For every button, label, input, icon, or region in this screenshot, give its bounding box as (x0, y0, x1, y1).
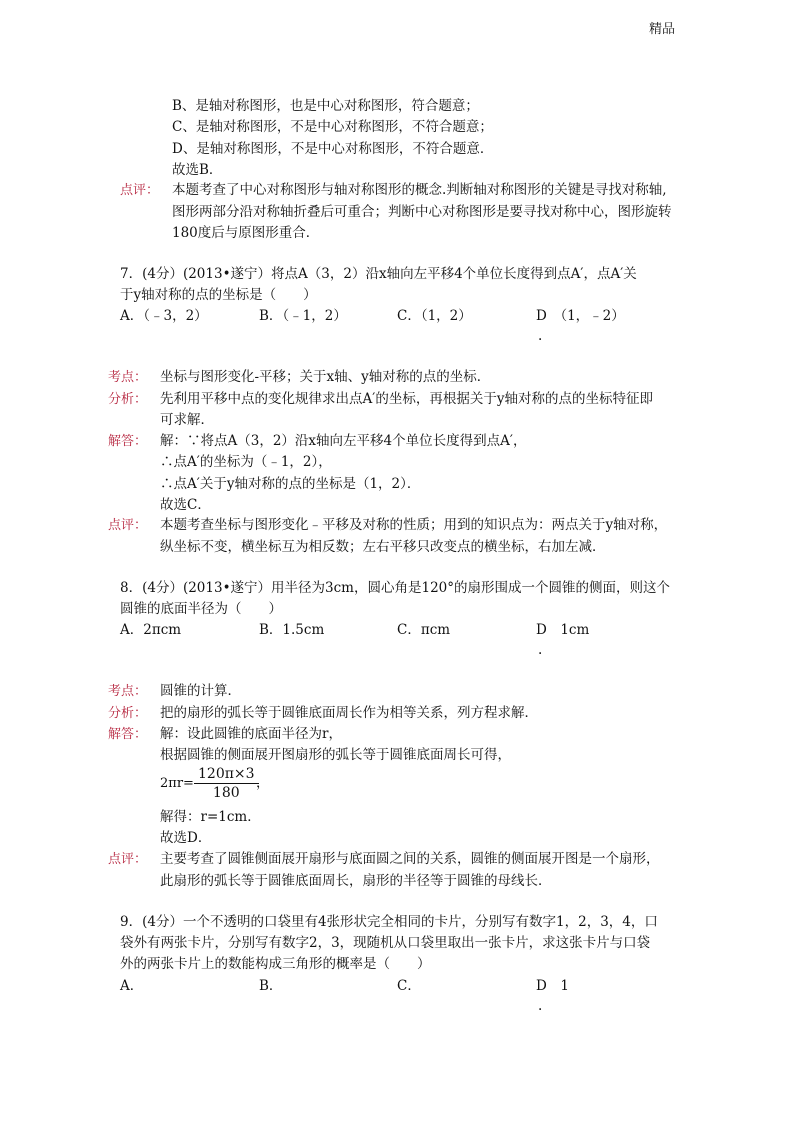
q8-option-dot: . (538, 642, 543, 658)
q8-stem-line: 8．(4分）(2013•遂宁）用半径为3cm，圆心角是120°的扇形围成一个圆锥的侧面，则这个 (120, 580, 670, 596)
q8-option-b: B．1.5cm (259, 622, 325, 638)
q6-line-b: B、是轴对称图形，也是中心对称图形，符合题意； (172, 98, 479, 114)
q9-option-b: B． (259, 978, 283, 994)
q8-formula-denominator: 180 (212, 785, 240, 801)
q9-option-dot: . (538, 998, 543, 1014)
q8-option-a: A．2πcm (120, 622, 182, 638)
q9-option-d: D 1 (536, 978, 569, 994)
q8-stem-line: 圆锥的底面半径为（ ） (120, 601, 282, 617)
q8-dianping-line: 此扇形的弧长等于圆锥底面周长，扇形的半径等于圆锥的母线长． (160, 873, 552, 889)
q8-formula-numerator: 120π×3 (198, 766, 255, 782)
q7-dianping-tag: 点评： (108, 518, 148, 533)
q8-fenxi-tag: 分析： (108, 706, 148, 721)
q6-comment-line: 180度后与原图形重合． (172, 225, 320, 241)
q8-option-d: D 1cm (536, 622, 590, 638)
q9-stem-line: 9．(4分）一个不透明的口袋里有4张形状完全相同的卡片，分别写有数字1，2，3，4，口 (120, 914, 658, 930)
header-label: 精品 (649, 22, 676, 37)
q7-dianping-line: 纵坐标不变，横坐标互为相反数；左右平移只改变点的横坐标，右加左减． (160, 539, 606, 555)
q8-formula-lhs: 2πr= (160, 776, 194, 791)
q7-jieda-line: ∴点A′关于y轴对称的点的坐标是（1，2）． (160, 476, 421, 492)
q8-jieda-line: 故选D． (160, 830, 212, 846)
q8-jieda-tag: 解答： (108, 727, 148, 742)
q7-kaodian-tag: 考点： (108, 370, 148, 385)
q9-stem-line: 袋外有两张卡片，分别写有数字2，3，现随机从口袋里取出一张卡片，求这张卡片与口袋 (120, 935, 651, 951)
q9-option-a: A． (120, 978, 144, 994)
q7-dianping-line: 本题考查坐标与图形变化﹣平移及对称的性质；用到的知识点为：两点关于y轴对称， (160, 517, 668, 533)
q7-fenxi-line: 先利用平移中点的变化规律求出点A′的坐标，再根据关于y轴对称的点的坐标特征即 (160, 391, 653, 407)
q7-option-b: B．（﹣1，2） (259, 308, 347, 324)
q6-comment-tag: 点评： (120, 183, 160, 198)
q8-jieda-line: 解得：r=1cm． (160, 809, 261, 825)
q8-jieda-line: 解：设此圆锥的底面半径为r， (160, 726, 342, 742)
q7-stem-line: 于y轴对称的点的坐标是（ ） (120, 287, 317, 303)
q7-jieda-line: 解：∵将点A（3，2）沿x轴向左平移4个单位长度得到点A′， (160, 433, 527, 449)
q7-stem-line: 7．(4分）(2013•遂宁）将点A（3，2）沿x轴向左平移4个单位长度得到点A′，点A′关 (120, 266, 637, 282)
q8-formula-fraction (194, 765, 259, 802)
q7-jieda-line: 故选C． (160, 497, 211, 513)
q7-jieda-tag: 解答： (108, 434, 148, 449)
q8-dianping-line: 主要考查了圆锥侧面展开扇形与底面圆之间的关系，圆锥的侧面展开图是一个扇形， (160, 851, 660, 867)
q8-jieda-line: 根据圆锥的侧面展开图扇形的弧长等于圆锥底面周长可得， (160, 747, 511, 763)
q6-comment-line: 图形两部分沿对称轴折叠后可重合；判断中心对称图形是要寻找对称中心，图形旋转 (172, 204, 672, 220)
q8-kaodian-tag: 考点： (108, 684, 148, 699)
q8-fenxi: 把的扇形的弧长等于圆锥底面周长作为相等关系，列方程求解． (160, 705, 538, 721)
q7-fenxi-tag: 分析： (108, 392, 148, 407)
q6-line-d: D、是轴对称图形，不是中心对称图形，不符合题意． (172, 141, 494, 157)
q6-comment-line: 本题考查了中心对称图形与轴对称图形的概念.判断轴对称图形的关键是寻找对称轴, (172, 182, 667, 198)
q6-answer: 故选B． (172, 162, 223, 178)
q8-dianping-tag: 点评： (108, 852, 148, 867)
q7-kaodian: 坐标与图形变化-平移；关于x轴、y轴对称的点的坐标． (160, 369, 491, 385)
q7-option-d: D （1，﹣2） (536, 308, 625, 324)
q7-option-dot: . (538, 328, 543, 344)
q8-option-c: C．πcm (397, 622, 451, 638)
q9-option-c: C． (397, 978, 421, 994)
q7-option-a: A．（﹣3，2） (120, 308, 208, 324)
q6-line-c: C、是轴对称图形，不是中心对称图形，不符合题意； (172, 119, 493, 135)
q8-kaodian: 圆锥的计算． (160, 683, 241, 699)
q7-jieda-line: ∴点A′的坐标为（﹣1，2）， (160, 454, 332, 470)
q8-formula-tail: ， (256, 775, 270, 791)
q9-stem-line: 外的两张卡片上的数能构成三角形的概率是（ ） (120, 956, 431, 972)
q7-fenxi-line: 可求解． (160, 412, 214, 428)
q7-option-c: C．（1，2） (397, 308, 472, 324)
